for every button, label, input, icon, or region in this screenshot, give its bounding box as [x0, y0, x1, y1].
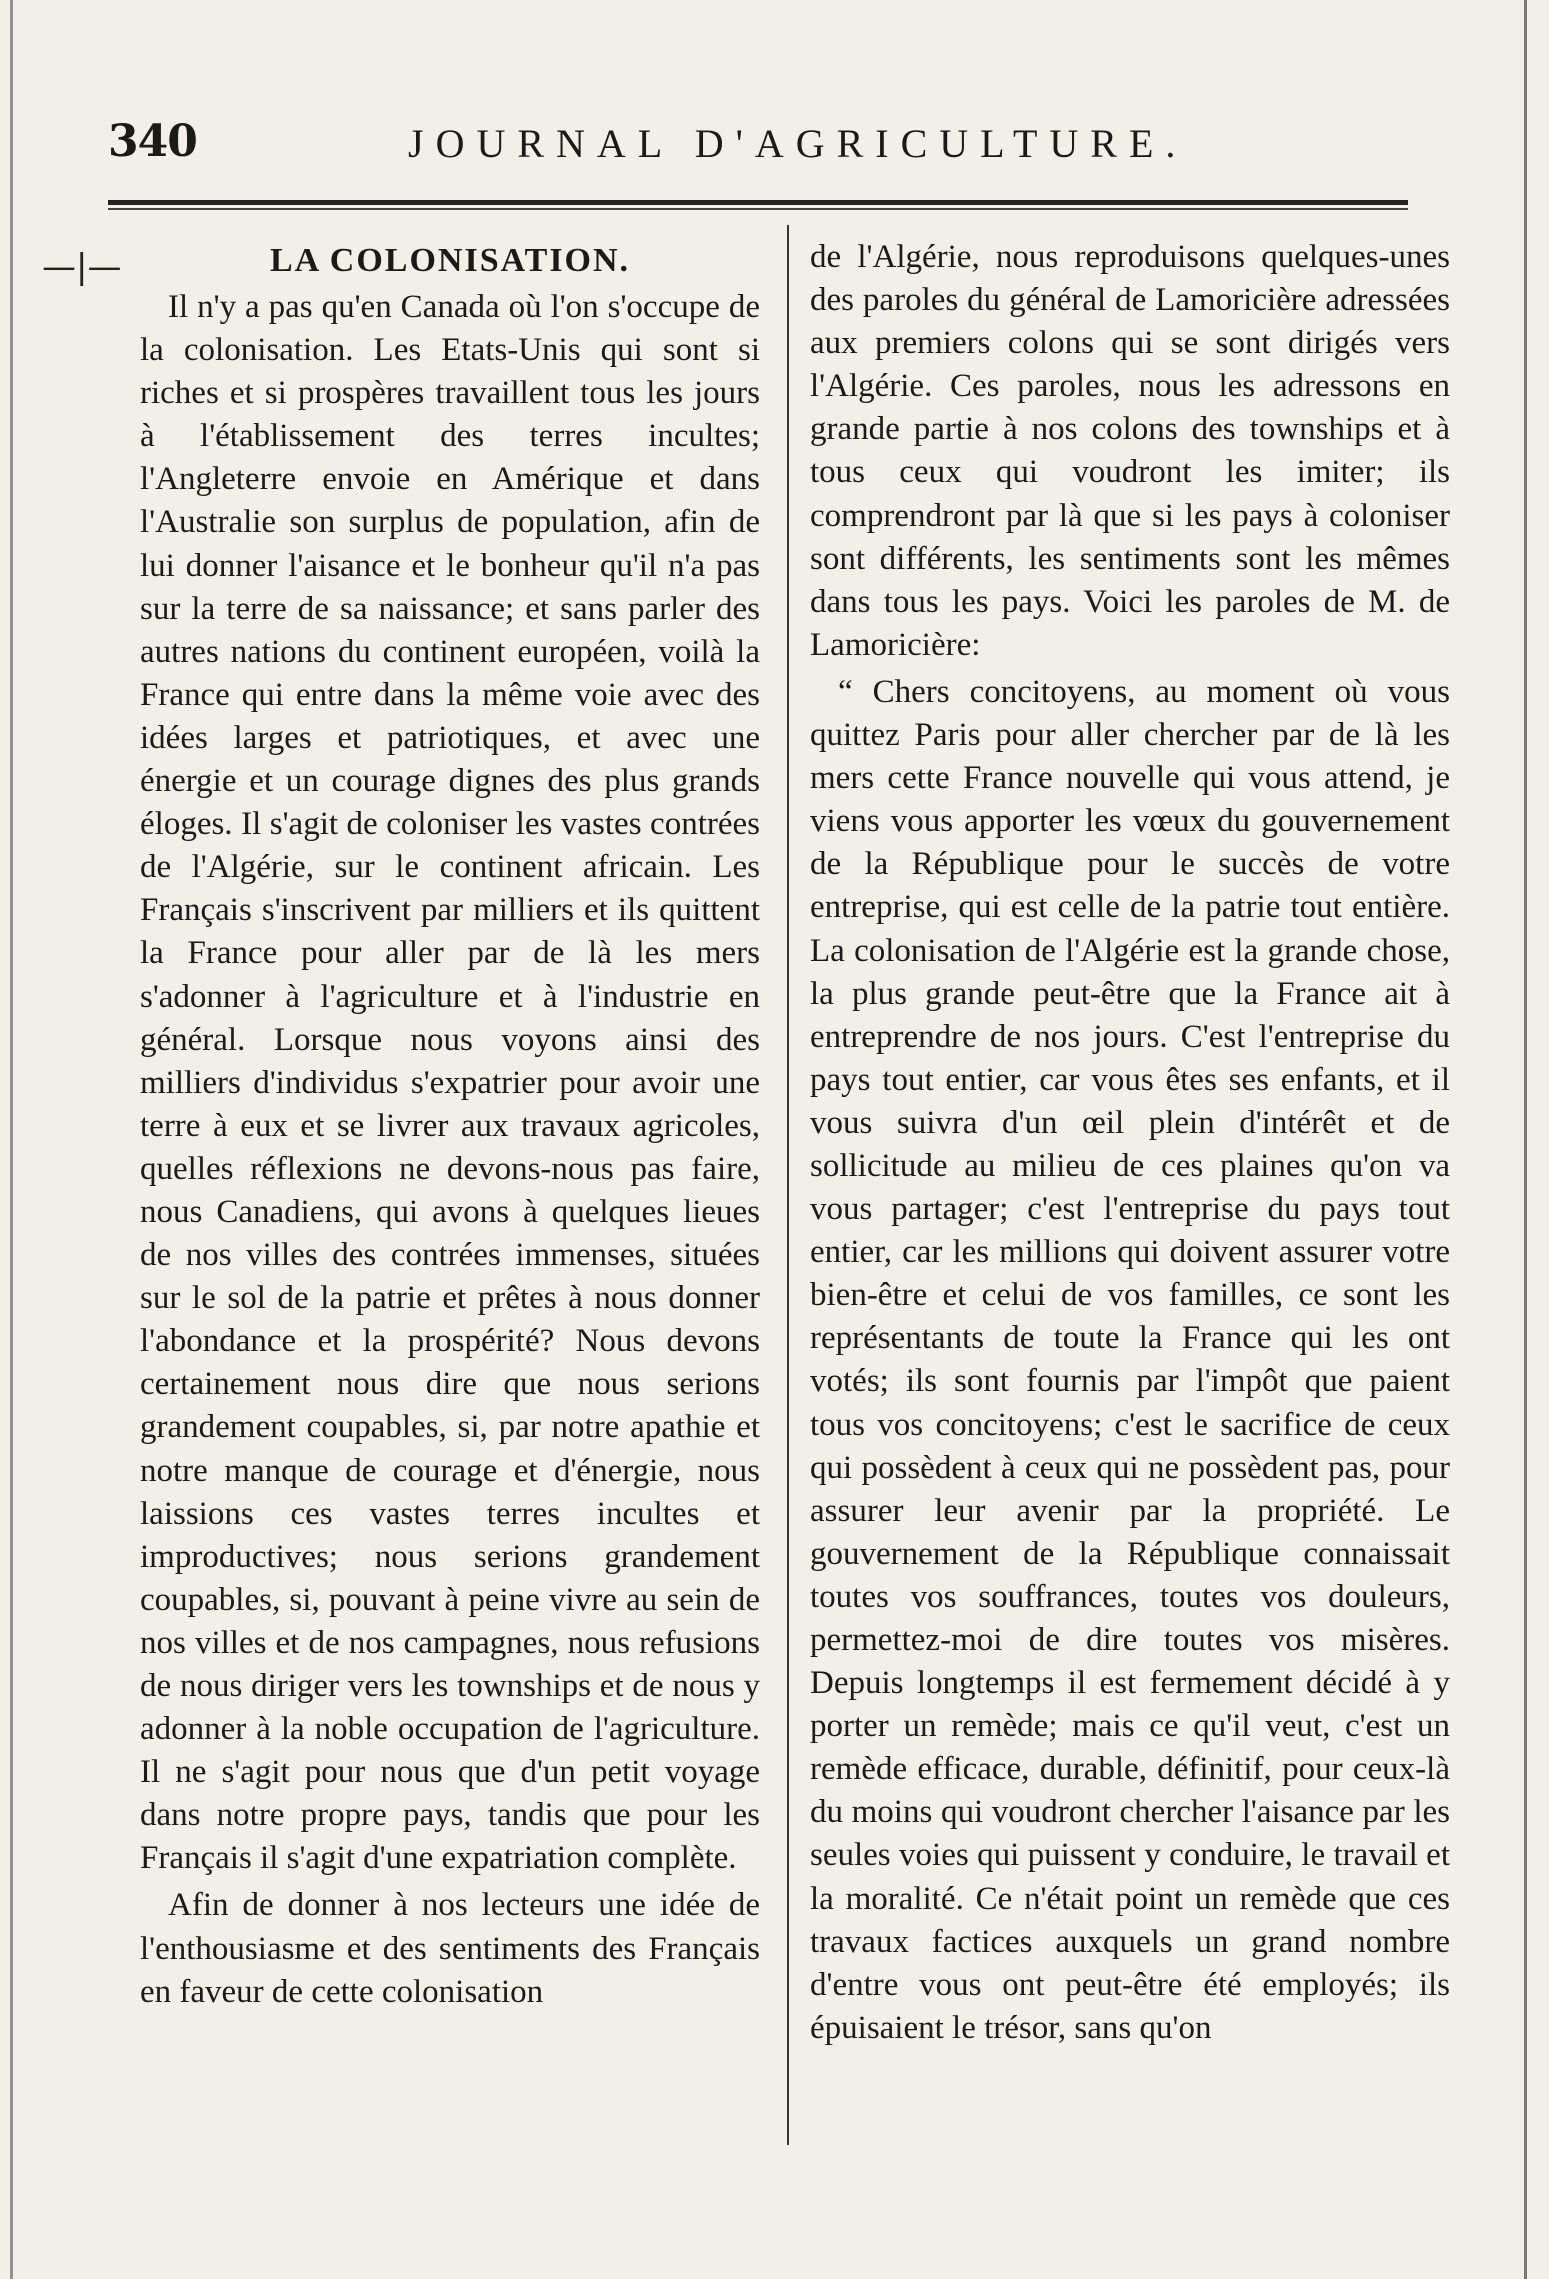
journal-title: JOURNAL D'AGRICULTURE.	[408, 121, 1188, 166]
page-edge-right	[1524, 0, 1527, 2279]
right-column	[810, 236, 1450, 2054]
header-rule	[108, 200, 1408, 210]
article-title: LA COLONISATION.	[269, 242, 631, 279]
paragraph: Afin de donner à nos lecteurs une idée de l'enthousiasme et des sentiments des Français en faveur de cette colonisation	[140, 1887, 760, 2010]
page-edge-left	[10, 0, 13, 2279]
running-head	[108, 112, 1408, 172]
left-column	[140, 236, 760, 2018]
margin-mark: —|—	[42, 247, 122, 287]
paragraph: Il n'y a pas qu'en Canada où l'on s'occupe de la colonisation. Les Etats-Unis qui sont si riches et si prospères travaillent tous les jours à l'établissement des terres incultes; l'Angleterre envoie en Amérique et dans l'Australie son surplus de population, afin de lui donner l'aisance et le bonheur qu'il n'a pas sur la terre de sa naissance; et sans parler des autres nations du continent européen, voilà la France qui entre dans la même voie avec des idées larges et patriotiques, et avec une énergie et un courage dignes des plus grands éloges. Il s'agit de coloniser les vastes contrées de l'Algérie, sur le continent africain. Les Français s'inscrivent par milliers et ils quittent la France pour aller par de là les mers s'adonner à l'agriculture et à l'industrie en général. Lorsque nous voyons ainsi des milliers d'individus s'expatrier pour avoir une terre à eux et se livrer aux travaux agricoles, quelles réflexions ne devons-nous pas faire, nous Canadiens, qui avons à quelques lieues de nos villes des contrées immenses, situées sur le sol de la patrie et prêtes à nous donner l'abondance et la prospérité? Nous devons certainement nous dire que nous serions grandement coupables, si, par notre apathie et notre manque de courage et d'énergie, nous laissions ces vastes terres incultes et improductives; nous serions grandement coupables, si, pouvant à peine vivre au sein de nos villes et de nos campagnes, nous refusions de nous diriger vers les townships et de nous y adonner à la noble occupation de l'agriculture. Il ne s'agit pour nous que d'un petit voyage dans notre propre pays, tandis que pour les Français il s'agit d'une expatriation complète.	[140, 289, 760, 1877]
quotation-paragraph: “ Chers concitoyens, au moment où vous quittez Paris pour aller chercher par de là les mers cette France nouvelle qui vous attend, je viens vous apporter les vœux du gouvernement de la République pour le succès de votre entreprise, qui est celle de la patrie tout entière. La colonisation de l'Algérie est la grande chose, la plus grande peut-être que la France ait à entreprendre de nos jours. C'est l'entreprise du pays tout entier, car vous êtes ses enfants, et il vous suivra d'un œil plein d'intérêt et de sollicitude au milieu de ces plaines qu'on va vous partager; c'est l'entreprise du pays tout entier, car les millions qui doivent assurer votre bien-être et celui de vos familles, ce sont les représentants de toute la France qui les ont votés; ils sont fournis par l'impôt que paient tous vos concitoyens; c'est le sacrifice de ceux qui possèdent à ceux qui ne possèdent pas, pour assurer leur avenir par la propriété. Le gouvernement de la République connaissait toutes vos souffrances, toutes vos douleurs, permettez-moi de dire toutes vos misères. Depuis longtemps il est fermement décidé à y porter un remède; mais ce qu'il veut, c'est un remède efficace, durable, définitif, pour ceux-là du moins qui voudront chercher l'aisance par les seules voies qui puissent y conduire, le travail et la moralité. Ce n'était point un remède que ces travaux factices auxquels un grand nombre d'entre vous ont peut-être été employés; ils épuisaient le trésor, sans qu'on	[810, 673, 1450, 2046]
page-number: 340	[108, 116, 197, 167]
column-divider	[787, 225, 789, 2145]
paragraph: de l'Algérie, nous reproduisons quelques-unes des paroles du général de Lamoricière adressées aux premiers colons qui se sont dirigés vers l'Algérie. Ces paroles, nous les adressons en grande partie à nos colons des townships et à tous ceux qui voudront les imiter; ils comprendront par là que si les pays à coloniser sont différents, les sentiments sont les mêmes dans tous les pays. Voici les paroles de M. de Lamoricière:	[810, 239, 1450, 663]
